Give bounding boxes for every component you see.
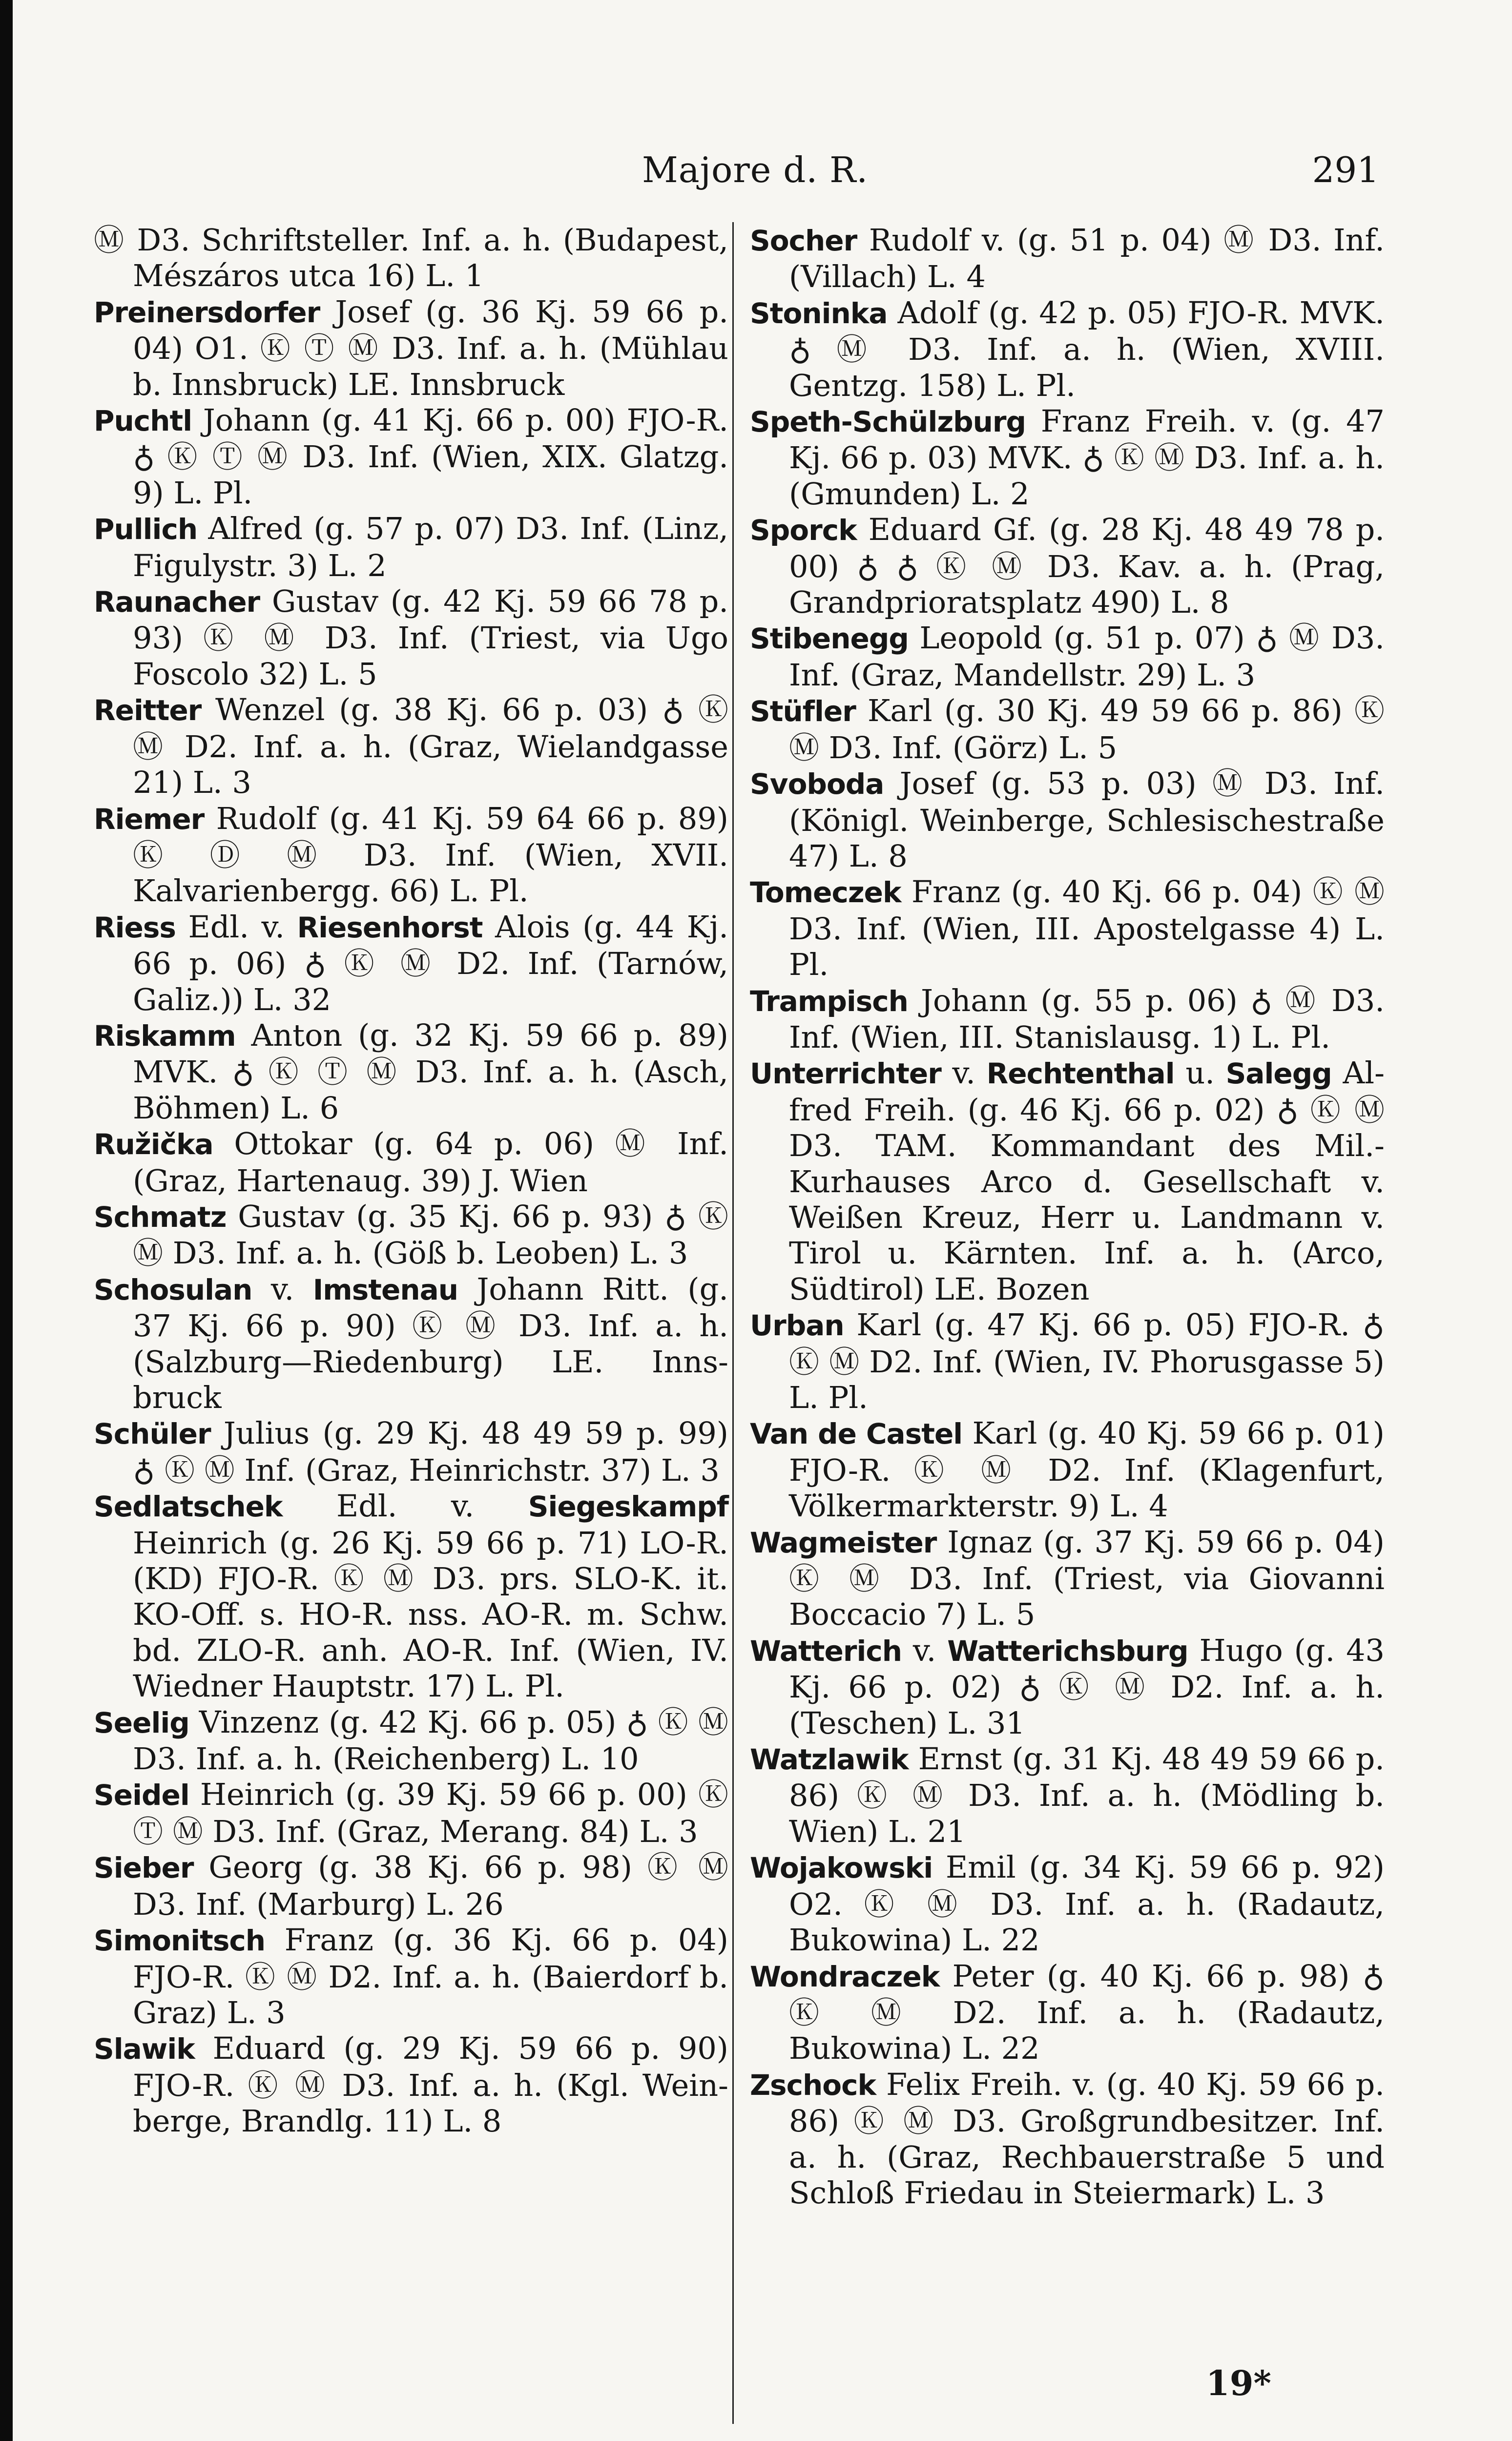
directory-entry xyxy=(750,222,1385,295)
entry-surname: Schmatz xyxy=(94,1200,227,1234)
page-number: 291 xyxy=(1312,149,1379,190)
entry-details: Leopold (g. 51 p. 07) ♁ Ⓜ D3. Inf. (Graz, Mandellstr. 29) L. 3 xyxy=(789,620,1385,693)
entry-surname: Riesenhorst xyxy=(297,910,483,944)
entry-details: Edl. v. xyxy=(175,909,297,945)
directory-entry xyxy=(94,1777,728,1849)
entry-surname: Speth-Schülzburg xyxy=(750,405,1026,439)
directory-entry xyxy=(94,402,728,511)
scan-edge xyxy=(0,0,13,2441)
directory-entry xyxy=(94,692,728,800)
entry-details: Julius (g. 29 Kj. 48 49 59 p. 99) ♁ Ⓚ Ⓜ Inf. (Graz, Heinrichstr. 37) L. 3 xyxy=(133,1415,728,1488)
entry-details: Franz (g. 40 Kj. 66 p. 04) Ⓚ Ⓜ D3. Inf. (Wien, III. Apostelgasse 4) L. Pl. xyxy=(789,874,1385,983)
directory-entry xyxy=(750,1633,1385,1741)
entry-surname: Watterichsburg xyxy=(947,1634,1188,1668)
directory-entry xyxy=(94,1017,728,1126)
directory-entry xyxy=(94,1849,728,1922)
entry-surname: Stibenegg xyxy=(750,622,909,656)
page-header xyxy=(0,145,1512,199)
entry-details: Wenzel (g. 38 Kj. 66 p. 03) ♁ Ⓚ Ⓜ D2. Inf. a. h. (Graz, Wielandgasse 21) L. 3 xyxy=(133,692,728,801)
entry-details: Vinzenz (g. 42 Kj. 66 p. 05) ♁ Ⓚ Ⓜ D3. Inf. a. h. (Reichenberg) L. 10 xyxy=(133,1704,728,1777)
directory-entry xyxy=(750,2067,1385,2211)
entry-details: Heinrich (g. 26 Kj. 59 66 p. 71) LO-R. (KD) FJO-R. Ⓚ Ⓜ D3. prs. SLO-K. it. KO-Off. s. HO-R. nss. AO-R. m. Schw. bd. ZLO-R. anh. AO-R. Inf. (Wien, IV. Wiedner Hauptstr. 17) L. Pl. xyxy=(133,1525,728,1704)
directory-entry xyxy=(750,693,1385,765)
entry-surname: Wagmeister xyxy=(750,1526,937,1559)
entry-surname: Stoninka xyxy=(750,296,888,330)
entry-details: Peter (g. 40 Kj. 66 p. 98) ♁ Ⓚ Ⓜ D2. Inf. a. h. (Radautz, Bukowina) L. 22 xyxy=(789,1958,1385,2067)
entry-details: Gustav (g. 35 Kj. 66 p. 93) ♁ Ⓚ Ⓜ D3. Inf. a. h. (Göß b. Leoben) L. 3 xyxy=(133,1198,728,1271)
entry-surname: Schosulan xyxy=(94,1273,252,1306)
entry-details: Alfred Freih. (g. 46 Kj. 66 p. 02) ♁ Ⓚ Ⓜ D3. TAM. Kommandant des Mil.-Kurhauses Arco d. Gesellschaft v. Weißen Kreuz, Herr u. Landmann v. Tirol u. Kärnten. Inf. a. h. (Arco, Südtirol) LE. Bozen xyxy=(789,1055,1385,1307)
entry-details: Alois (g. 44 Kj. 66 p. 06) ♁ Ⓚ Ⓜ D2. Inf. (Tarnów, Galiz.)) L. 32 xyxy=(133,909,728,1017)
entry-details: v. xyxy=(902,1632,948,1668)
entry-details: Josef (g. 36 Kj. 59 66 p. 04) O1. Ⓚ Ⓣ Ⓜ D3. Inf. a. h. (Mühlau b. Innsbruck) LE. Innsbruck xyxy=(133,293,728,402)
entry-surname: Watzlawik xyxy=(750,1743,909,1777)
entry-details: Hugo (g. 43 Kj. 66 p. 02) ♁ Ⓚ Ⓜ D2. Inf. a. h. (Teschen) L. 31 xyxy=(789,1632,1385,1741)
entry-details: v. xyxy=(252,1271,313,1307)
directory-entry xyxy=(750,1415,1385,1524)
entry-surname: Trampisch xyxy=(750,984,908,1018)
entry-details: Felix Freih. v. (g. 40 Kj. 59 66 p. 86) Ⓚ Ⓜ D3. Großgrundbesitzer. Inf. a. h. (Graz, Rechbauerstraße 5 und Schloß Friedau in Steiermark) L. 3 xyxy=(789,2066,1385,2211)
running-title: Majore d. R. xyxy=(642,149,869,190)
directory-entry xyxy=(750,403,1385,512)
entry-details: Ottokar (g. 64 p. 06) Ⓜ Inf. (Graz, Hartenaug. 39) J. Wien xyxy=(133,1126,728,1199)
directory-entry xyxy=(750,512,1385,620)
entry-surname: Stüfler xyxy=(750,695,856,728)
entry-surname: Wojakowski xyxy=(750,1851,933,1885)
entry-details: Rudolf (g. 41 Kj. 59 64 66 p. 89) Ⓚ Ⓓ Ⓜ D3. Inf. (Wien, XVII. Kalvarienbergg. 66) L. Pl. xyxy=(133,800,728,909)
entry-details: Johann (g. 55 p. 06) ♁ Ⓜ D3. Inf. (Wien, III. Stanislausg. 1) L. Pl. xyxy=(789,982,1385,1055)
directory-entry xyxy=(94,222,728,294)
entry-details: Ernst (g. 31 Kj. 48 49 59 66 p. 86) Ⓚ Ⓜ D3. Inf. a. h. (Mödling b. Wien) L. 21 xyxy=(789,1741,1385,1849)
entry-details: Johann (g. 41 Kj. 66 p. 00) FJO-R. ♁ Ⓚ Ⓣ Ⓜ D3. Inf. (Wien, XIX. Glatzg. 9) L. Pl. xyxy=(133,402,728,511)
directory-entry xyxy=(750,1849,1385,1958)
entry-surname: Riess xyxy=(94,910,176,944)
entry-details: Johann Ritt. (g. 37 Kj. 66 p. 90) Ⓚ Ⓜ D3. Inf. a. h. (Salzburg—Riedenburg) LE. Innsbruck xyxy=(133,1271,728,1415)
directory-entry xyxy=(94,583,728,692)
directory-entry xyxy=(750,874,1385,982)
entry-surname: Puchtl xyxy=(94,404,192,438)
entry-details: Alfred (g. 57 p. 07) D3. Inf. (Linz, Figulystr. 3) L. 2 xyxy=(133,511,728,583)
entry-details: Franz (g. 36 Kj. 66 p. 04) FJO-R. Ⓚ Ⓜ D2. Inf. a. h. (Baierdorf b. Graz) L. 3 xyxy=(133,1922,728,2030)
directory-entry xyxy=(94,2030,728,2139)
entry-surname: Sedlatschek xyxy=(94,1490,283,1524)
directory-entry xyxy=(750,1055,1385,1307)
entry-details: Heinrich (g. 39 Kj. 59 66 p. 00) Ⓚ Ⓣ Ⓜ D3. Inf. (Graz, Merang. 84) L. 3 xyxy=(133,1777,728,1849)
entry-details: Ⓜ D3. Schriftsteller. Inf. a. h. (Budapest, Mészáros utca 16) L. 1 xyxy=(94,222,728,294)
entry-surname: Riemer xyxy=(94,802,205,836)
entry-surname: Sporck xyxy=(750,514,857,547)
entry-surname: Seidel xyxy=(94,1779,189,1812)
entry-details: Georg (g. 38 Kj. 66 p. 98) Ⓚ Ⓜ D3. Inf. (Marburg) L. 26 xyxy=(133,1849,728,1922)
entry-surname: Van de Castel xyxy=(750,1417,963,1451)
directory-entry xyxy=(94,1271,728,1416)
directory-entry xyxy=(94,801,728,909)
directory-entry xyxy=(750,765,1385,874)
entry-details: u. xyxy=(1174,1055,1226,1091)
entry-details: Rudolf v. (g. 51 p. 04) Ⓜ D3. Inf. (Villach) L. 4 xyxy=(789,222,1385,295)
directory-entry xyxy=(750,1307,1385,1415)
entry-details: Emil (g. 34 Kj. 59 66 p. 92) O2. Ⓚ Ⓜ D3. Inf. a. h. (Radautz, Bukowina) L. 22 xyxy=(789,1849,1385,1958)
entry-surname: Reitter xyxy=(94,694,202,727)
right-column xyxy=(750,222,1385,2211)
entry-details: v. xyxy=(941,1055,987,1091)
entry-surname: Unterrichter xyxy=(750,1057,941,1091)
directory-entry xyxy=(94,511,728,583)
entry-surname: Ružička xyxy=(94,1128,213,1161)
left-column xyxy=(94,222,728,2139)
directory-entry xyxy=(94,294,728,402)
entry-surname: Zschock xyxy=(750,2068,876,2102)
entry-surname: Riskamm xyxy=(94,1019,236,1053)
entry-surname: Salegg xyxy=(1225,1057,1332,1091)
directory-entry xyxy=(750,1958,1385,2067)
directory-entry xyxy=(94,1704,728,1777)
entry-surname: Urban xyxy=(750,1309,844,1343)
directory-entry xyxy=(94,1126,728,1199)
entry-surname: Wondraczek xyxy=(750,1960,940,1993)
directory-entry xyxy=(94,909,728,1017)
entry-surname: Schüler xyxy=(94,1417,211,1451)
entry-surname: Sieber xyxy=(94,1851,194,1885)
entry-surname: Slawik xyxy=(94,2032,195,2066)
entry-surname: Raunacher xyxy=(94,585,260,619)
entry-details: Gustav (g. 42 Kj. 59 66 78 p. 93) Ⓚ Ⓜ D3. Inf. (Triest, via Ugo Foscolo 32) L. 5 xyxy=(133,583,728,692)
entry-surname: Svoboda xyxy=(750,767,884,801)
entry-details: Ignaz (g. 37 Kj. 59 66 p. 04) Ⓚ Ⓜ D3. Inf. (Triest, via Giovanni Boccacio 7) L. 5 xyxy=(789,1524,1385,1633)
entry-details: Karl (g. 47 Kj. 66 p. 05) FJO-R. ♁ Ⓚ Ⓜ D2. Inf. (Wien, IV. Phorusgasse 5) L. Pl. xyxy=(789,1307,1385,1415)
printer-signature: 19* xyxy=(1206,2363,1272,2403)
entry-details: Anton (g. 32 Kj. 59 66 p. 89) MVK. ♁ Ⓚ Ⓣ Ⓜ D3. Inf. a. h. (Asch, Böhmen) L. 6 xyxy=(133,1017,728,1126)
entry-surname: Imstenau xyxy=(312,1273,458,1306)
entry-surname: Simonitsch xyxy=(94,1924,266,1958)
directory-entry xyxy=(94,1488,728,1704)
entry-details: Josef (g. 53 p. 03) Ⓜ D3. Inf. (Königl. Weinberge, Schlesischestraße 47) L. 8 xyxy=(789,765,1385,874)
column-divider xyxy=(732,222,734,2424)
entry-surname: Rechtenthal xyxy=(986,1057,1175,1091)
directory-entry xyxy=(94,1415,728,1488)
entry-surname: Socher xyxy=(750,224,857,257)
directory-entry xyxy=(94,1922,728,2030)
directory-entry xyxy=(750,620,1385,693)
entry-details: Eduard Gf. (g. 28 Kj. 48 49 78 p. 00) ♁ ♁ Ⓚ Ⓜ D3. Kav. a. h. (Prag, Grandprioratsplatz 490) L. 8 xyxy=(789,512,1385,621)
entry-details: Karl (g. 40 Kj. 59 66 p. 01) FJO-R. Ⓚ Ⓜ D2. Inf. (Klagenfurt, Völkermarkterstr. 9) L. 4 xyxy=(789,1415,1385,1524)
entry-surname: Pullich xyxy=(94,513,198,546)
directory-entry xyxy=(750,295,1385,403)
entry-surname: Seelig xyxy=(94,1706,189,1739)
directory-entry xyxy=(750,983,1385,1055)
entry-surname: Tomeczek xyxy=(750,876,901,910)
directory-entry xyxy=(750,1741,1385,1849)
entry-details: Eduard (g. 29 Kj. 59 66 p. 90) FJO-R. Ⓚ Ⓜ D3. Inf. a. h. (Kgl. Weinberge, Brandlg. 11) L. 8 xyxy=(133,2030,728,2139)
entry-details: Franz Freih. v. (g. 47 Kj. 66 p. 03) MVK. ♁ Ⓚ Ⓜ D3. Inf. a. h. (Gmunden) L. 2 xyxy=(789,403,1385,512)
entry-surname: Preinersdorfer xyxy=(94,295,320,329)
entry-details: Edl. v. xyxy=(282,1488,528,1524)
entry-details: Karl (g. 30 Kj. 49 59 66 p. 86) Ⓚ Ⓜ D3. Inf. (Görz) L. 5 xyxy=(789,693,1385,765)
entry-details: Adolf (g. 42 p. 05) FJO-R. MVK. ♁ Ⓜ D3. Inf. a. h. (Wien, XVIII. Gentzg. 158) L. Pl. xyxy=(789,294,1385,403)
entry-surname: Watterich xyxy=(750,1634,902,1668)
directory-entry xyxy=(750,1524,1385,1633)
directory-entry xyxy=(94,1199,728,1271)
entry-surname: Siegeskampf xyxy=(528,1490,728,1524)
